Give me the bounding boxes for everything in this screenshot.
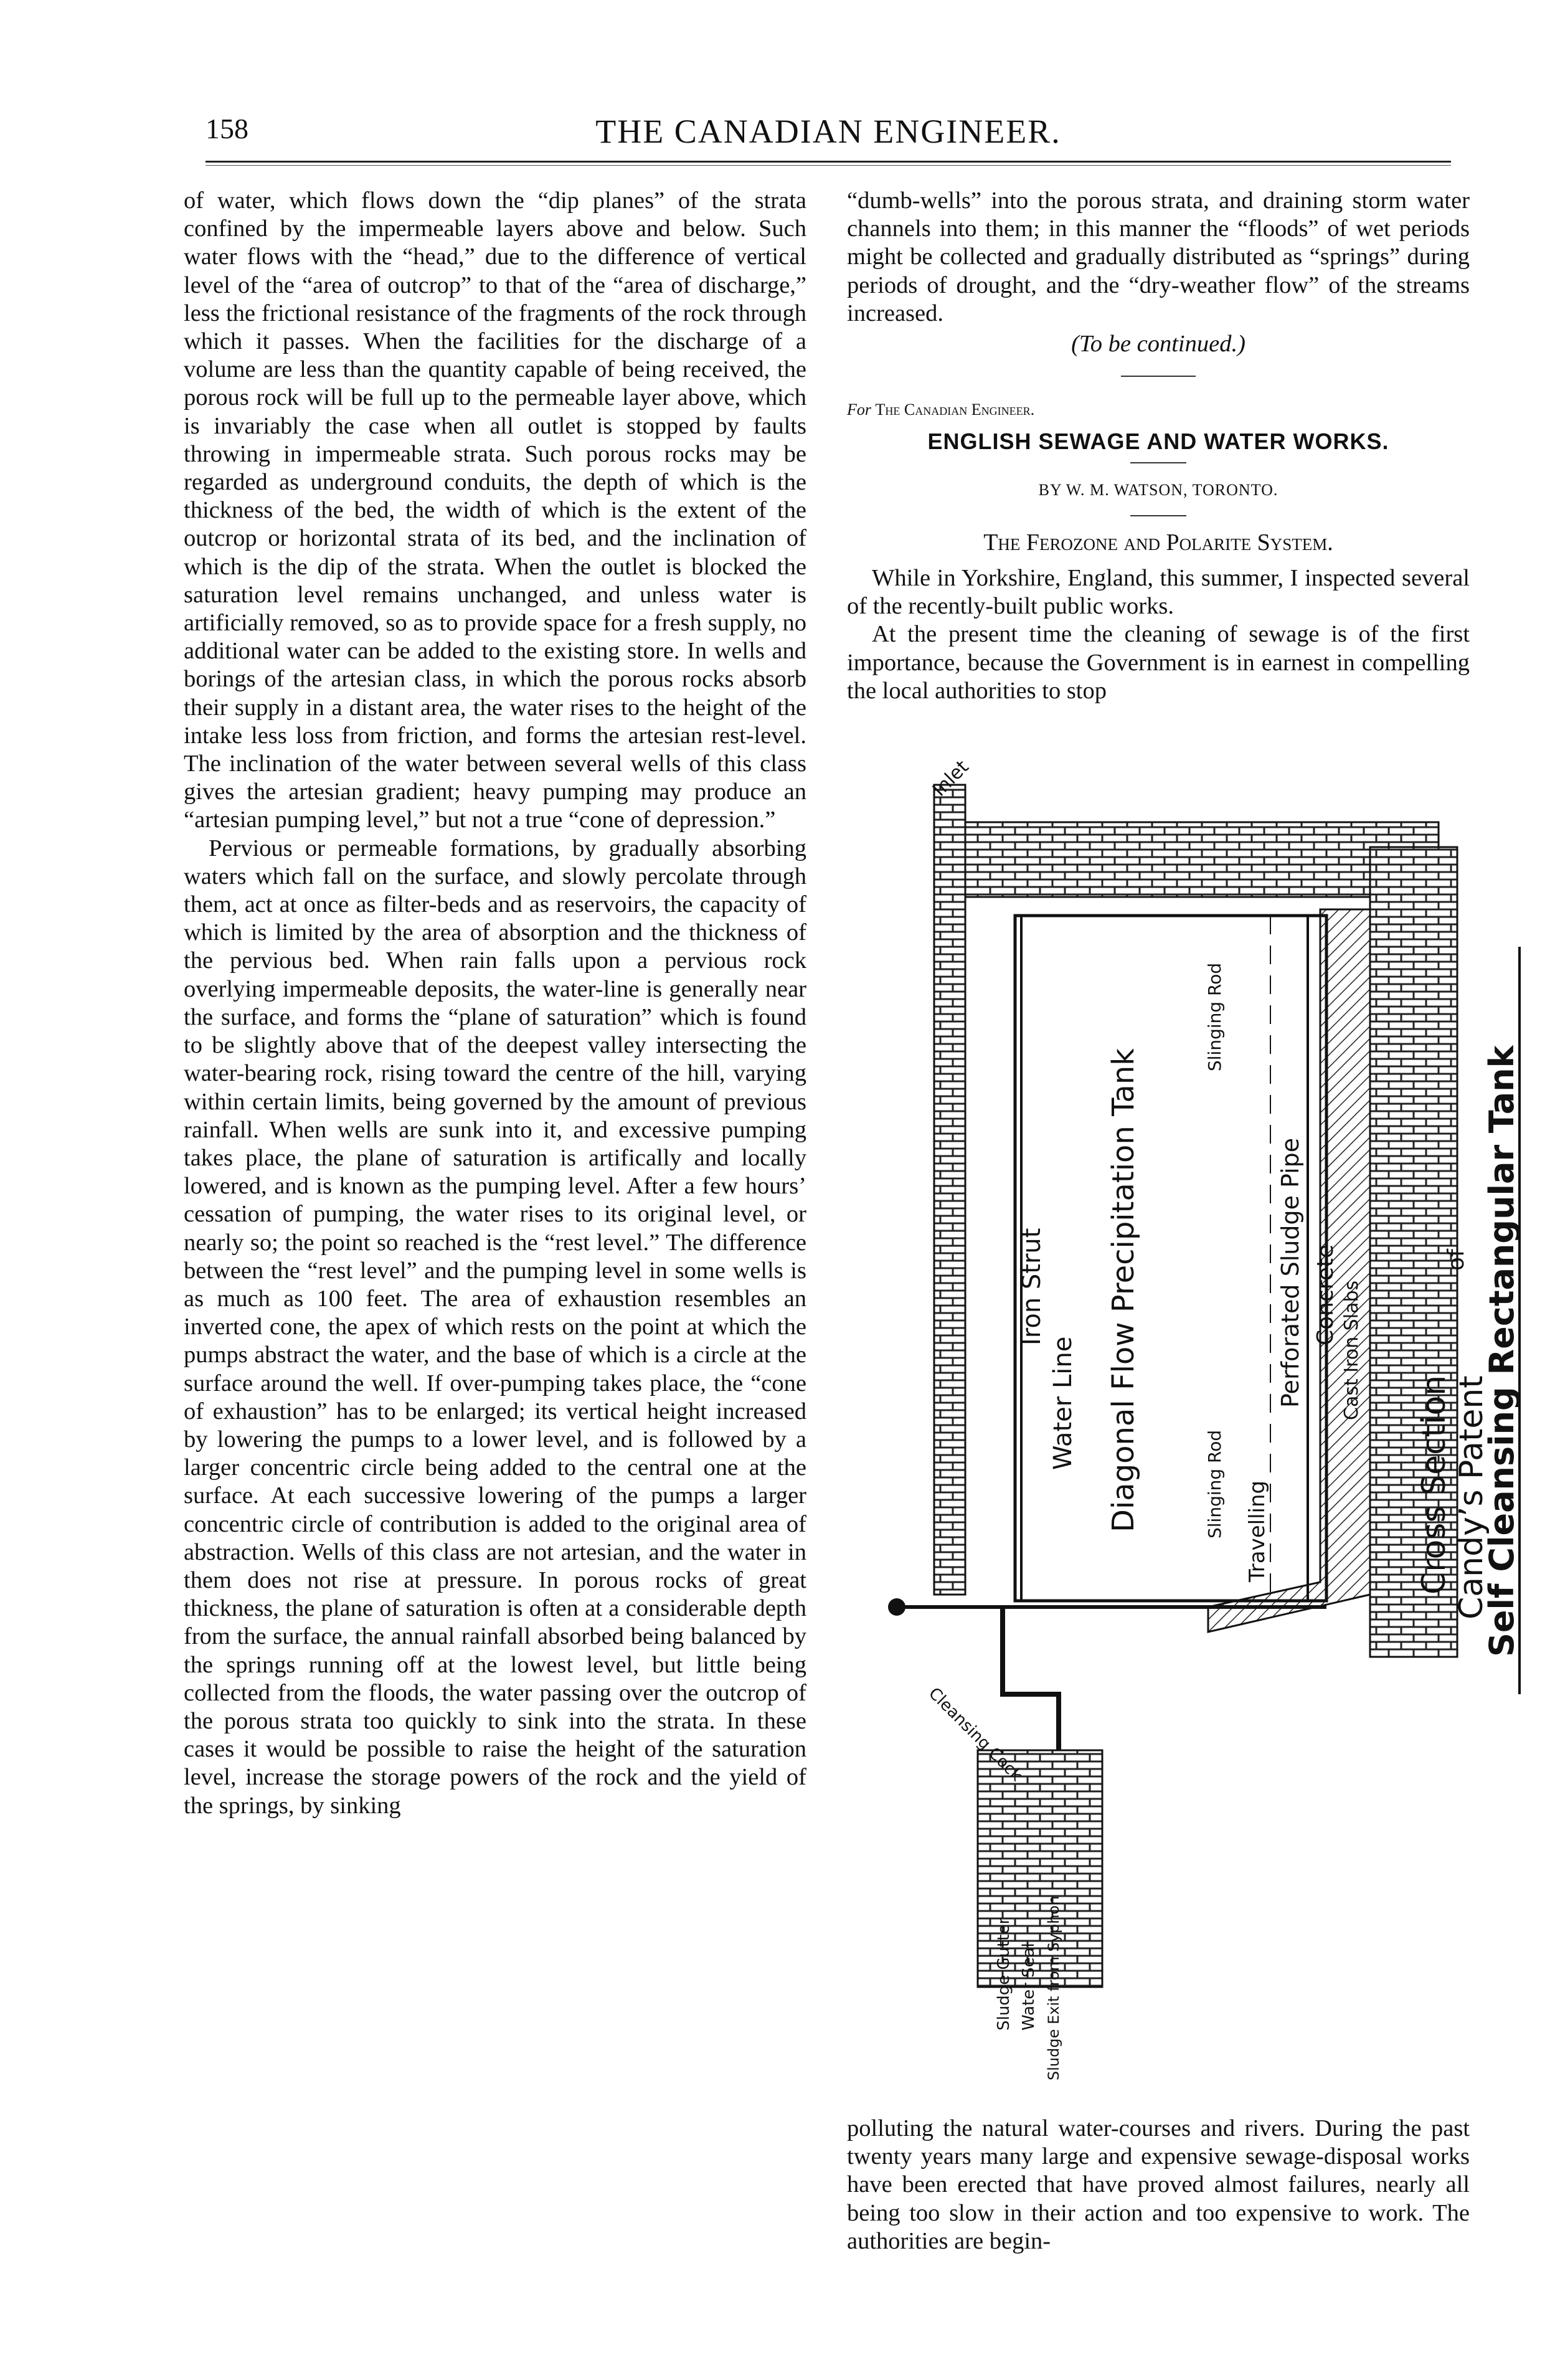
section-heading: The Ferozone and Polarite System. (983, 529, 1333, 556)
label-travelling: Travelling (1245, 1480, 1270, 1582)
header-rule (206, 161, 1451, 166)
caption-line-2: of (1444, 1249, 1469, 1271)
tank-cross-section-drawing (834, 723, 1532, 2105)
label-concrete: Concrete (1313, 1244, 1338, 1345)
label-tank: Diagonal Flow Precipitation Tank (1106, 1048, 1141, 1532)
pipe-end (888, 1598, 905, 1616)
article-title: ENGLISH SEWAGE AND WATER WORKS. (927, 429, 1389, 455)
page-header (206, 112, 1451, 156)
right-column-top (847, 187, 1470, 705)
right-paragraph-1: While in Yorkshire, England, this summer, I inspected several of the recently-built public works. (847, 565, 1470, 620)
title-rule (1130, 462, 1186, 463)
label-sludge-exit: Sludge Exit from Syphon (1045, 1895, 1062, 2080)
caption-line-1: Cross Section (1416, 1375, 1453, 1595)
right-paragraph-2: At the present time the cleaning of sewage is of the first importance, because the Government is in earnest in compelling the local authorities to stop (847, 621, 1470, 704)
for-prefix: For (847, 401, 871, 419)
left-paragraph-1: of water, which flows down the “dip planes” of the strata confined by the impermeable layers above and below. Such water flows with the “head,” due to the difference of vertical level of the “area of outcrop” to that of the “area of discharge,” less the frictional resistance of the fragments of the rock through which it passes. When the facilities for the discharge of a volume are less than the quantity capable of being received, the porous rock will be full up to the permeable layer above, which is invariably the case when all outlet is stopped by faults throwing in impermeable strata. Such porous rocks may be regarded as underground conduits, the depth of which is the thickness of the bed, the width of which is the extent of the outcrop or horizontal strata of its bed, and the inclination of which is the dip of the strata. When the outlet is blocked the saturation level remains unchanged, and unless water is artificially removed, so as to provide space for a fresh supply, no additional water can be added to the existing store. In wells and borings of the artesian class, in which the porous rocks absorb their supply in a distant area, the water rises to the height of the intake less loss from friction, and forms the artesian rest-level. The inclination of the water between several wells of this class gives the artesian gradient; heavy pumping may produce an “artesian pumping level,” but not a true “cone of depression.” (184, 187, 806, 833)
syphon-pipe (1003, 1607, 1059, 1750)
section-divider (1121, 376, 1196, 377)
label-water-seal: Water Seal (1019, 1943, 1038, 2031)
label-sludge-gutter: Sludge Gutter (995, 1917, 1013, 2031)
journal-title: THE CANADIAN ENGINEER. (595, 113, 1061, 150)
label-cast-iron-slabs: Cast Iron Slabs (1341, 1280, 1363, 1420)
label-iron-strut: Iron Strut (1018, 1228, 1046, 1345)
caption-line-4: Self Cleansing Rectangular Tank (1482, 1045, 1521, 1657)
byline: BY W. M. WATSON, TORONTO. (1038, 480, 1279, 499)
after-figure-paragraph: polluting the natural water-courses and rivers. During the past twenty years many large and expensive sewage-disposal works have been erected that have proved almost failures, nearly all being too slow in their action and too expensive to work. The authorities are begin- (847, 2115, 1470, 2254)
left-brick-wall (934, 785, 965, 1595)
tank-figure (834, 723, 1532, 2105)
label-slinging-rod-bottom: Slinging Rod (1204, 1429, 1225, 1538)
right-column-bottom (847, 2115, 1470, 2255)
label-slinging-rod-top: Slinging Rod (1204, 962, 1225, 1071)
label-water-line: Water Line (1049, 1336, 1077, 1470)
left-paragraph-2: Pervious or permeable formations, by gradually absorbing waters which fall on the surface, and slowly percolate through them, act at once as filter-beds and as reservoirs, the capacity of which is limited by the area of absorption and the thickness of the pervious bed. When rain falls upon a pervious rock overlying impermeable deposits, the water-line is generally near the surface, and forms the “plane of saturation” which is found to be slightly above that of the deepest valley intersecting the water-bearing rock, rising toward the centre of the hill, varying within certain limits, being governed by the amount of previous rainfall. When wells are sunk into it, and excessive pumping takes place, the plane of saturation is artifically and locally lowered, and is known as the pumping level. After a few hours’ cessation of pumping, the water rises to its original level, or nearly so; the point so reached is the “rest level.” The difference between the “rest level” and the pumping level in some wells is as much as 100 feet. The area of exhaustion resembles an inverted cone, the apex of which rests on the point at which the pumps abstract the water, and the base of which is a circle at the surface around the well. If over-pumping takes place, the “cone of exhaustion” has to be enlarged; its vertical height increased by lowering the pumps to a lower level, and is followed by a larger concentric circle being added to the central one at the surface. At each successive lowering of the pumps a larger concentric circle of contribution is added to the original area of abstraction. Wells of this class are not artesian, and the water in them does not rise at pressure. In porous rocks of great thickness, the plane of saturation is often at a considerable depth from the surface, the annual rainfall absorbed being balanced by the springs running off at the lowest level, but little being collected from the floods, the water passing over the outcrop of the porous strata too quickly to sink into the strata. In these cases it would be possible to raise the height of the saturation level, increase the storage powers of the rock and the yield of the springs, by sinking (184, 835, 806, 1819)
to-be-continued: (To be continued.) (1071, 331, 1245, 358)
left-column (184, 187, 806, 1820)
caption-line-3: Candy’s Patent (1453, 1375, 1490, 1619)
page-number: 158 (206, 113, 248, 145)
byline-rule (1130, 515, 1186, 516)
label-cleansing-cock: Cleansing Cock (925, 1684, 1026, 1785)
top-brick-wall (965, 822, 1439, 897)
for-source: The Canadian Engineer. (875, 401, 1035, 419)
label-inlet: Inlet (928, 756, 973, 801)
label-perforated-sludge-pipe: Perforated Sludge Pipe (1277, 1137, 1304, 1408)
source-line (847, 396, 1470, 424)
continuation-paragraph: “dumb-wells” into the porous strata, and draining storm water channels into them; in this manner the “floods” of wet periods might be collected and gradually distributed as “springs” during periods of drought, and the “dry-weather flow” of the streams increased. (847, 187, 1470, 326)
